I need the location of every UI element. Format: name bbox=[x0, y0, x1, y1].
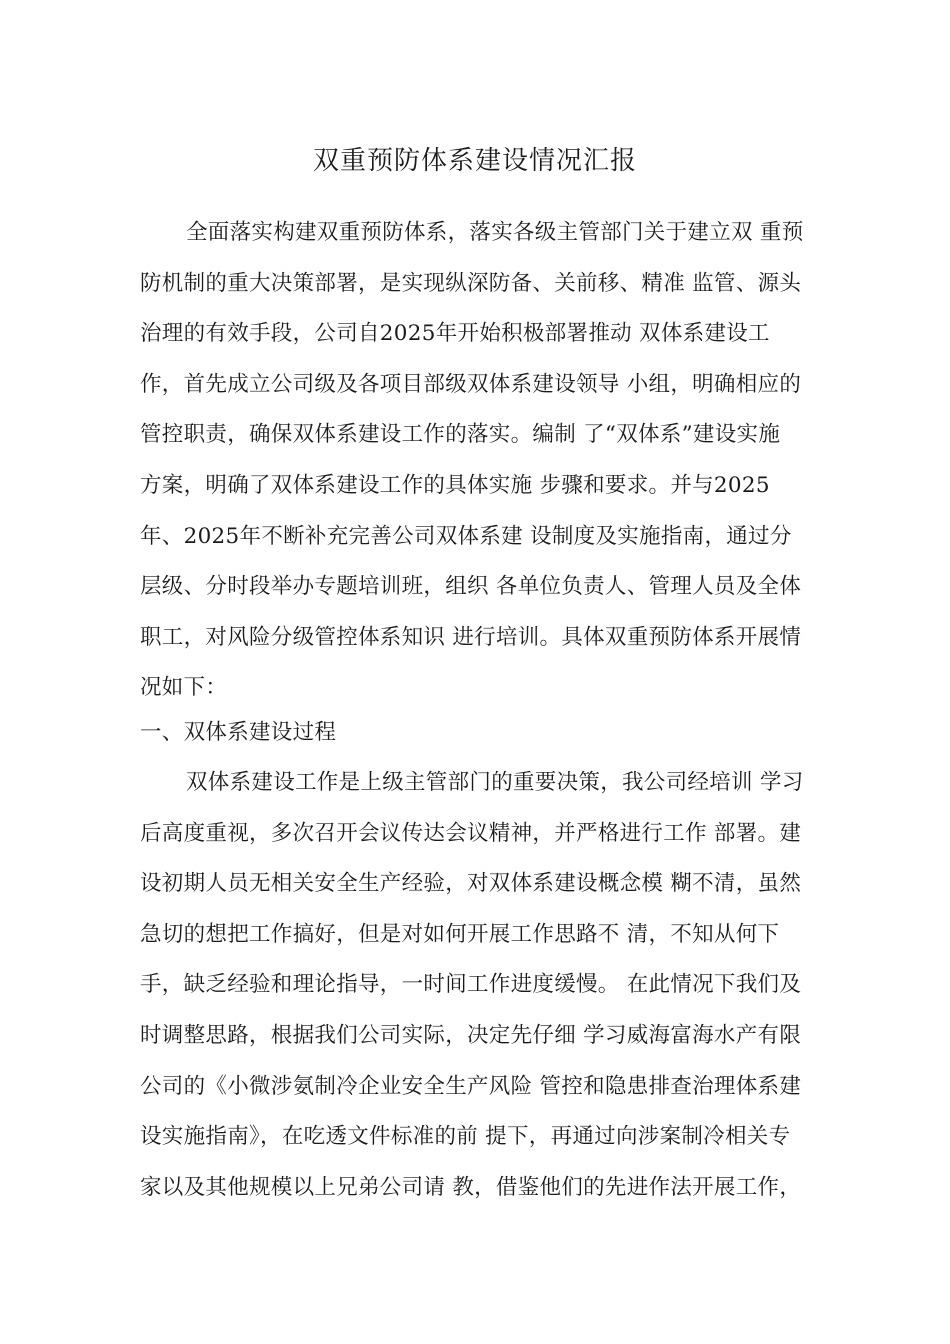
text-line: 急切的想把工作搞好，但是对如何开展工作思路不 清，不知从何下 bbox=[140, 921, 780, 947]
text-line: 设实施指南》，在吃透文件标准的前 提下，再通过向涉案制冷相关专 bbox=[140, 1124, 791, 1150]
section-heading-text: 一、双体系建设过程 bbox=[140, 720, 337, 745]
text-line: 防机制的重大决策部署，是实现纵深防备、关前移、精准 监管、源头 bbox=[140, 270, 802, 296]
text-line: 家以及其他规模以上兄弟公司请 教，借鉴他们的先进作法开展工作， bbox=[140, 1174, 802, 1200]
text-line: 手，缺乏经验和理论指导，一时间工作进度缓慢。 在此情况下我们及 bbox=[140, 972, 802, 998]
text-line: 时调整思路，根据我们公司实际，决定先仔细 学习威海富海水产有限 bbox=[140, 1022, 802, 1048]
text-line: 作，首先成立公司级及各项目部级双体系建设领导 小组，明确相应的 bbox=[140, 371, 802, 397]
text-line: 层级、分时段举办专题培训班，组织 各单位负责人、管理人员及全体 bbox=[140, 574, 802, 600]
text-line: 设初期人员无相关安全生产经验，对双体系建设概念模 糊不清，虽然 bbox=[140, 871, 802, 897]
paragraph-1 bbox=[140, 208, 830, 714]
section-heading bbox=[140, 708, 830, 759]
text-line: 后高度重视，多次召开会议传达会议精神，并严格进行工作 部署。建 bbox=[140, 820, 802, 846]
text-line: 方案，明确了双体系建设工作的具体实施 步骤和要求。并与2025 bbox=[140, 472, 770, 498]
text-line: 况如下： bbox=[140, 675, 228, 701]
text-line: 治理的有效手段，公司自2025年开始积极部署推动 双体系建设工 bbox=[140, 321, 770, 347]
text-line: 职工，对风险分级管控体系知识 进行培训。具体双重预防体系开展情 bbox=[140, 624, 802, 650]
document-title: 双重预防体系建设情况汇报 bbox=[312, 146, 637, 176]
text-line: 公司的《小微涉氨制冷企业安全生产风险 管控和隐患排查治理体系建 bbox=[140, 1073, 802, 1099]
text-line: 全面落实构建双重预防体系，落实各级主管部门关于建立双 重预 bbox=[186, 220, 804, 245]
text-line: 年、2025年不断补充完善公司双体系建 设制度及实施指南，通过分 bbox=[140, 523, 792, 549]
paragraph-2 bbox=[140, 758, 830, 1213]
text-line: 管控职责，确保双体系建设工作的落实。编制 了“双体系”建设实施 bbox=[140, 422, 781, 448]
text-line: 双体系建设工作是上级主管部门的重要决策，我公司经培训 学习 bbox=[186, 770, 804, 795]
